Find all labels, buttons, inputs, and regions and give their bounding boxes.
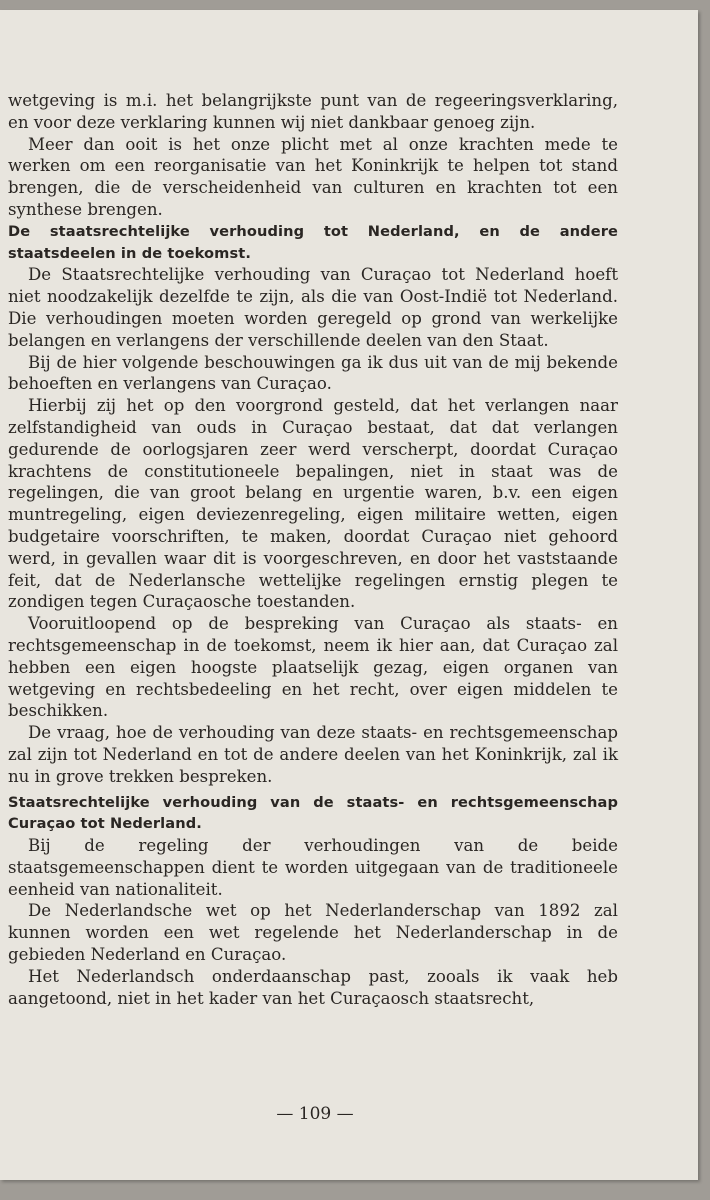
paragraph: Bij de hier volgende beschouwingen ga ik dus uit van de mij bekende behoeften en verlangens van Curaçao.: [8, 352, 618, 394]
section-heading: Staatsrechtelijke verhouding van de staats- en rechtsgemeenschap Curaçao tot Nederland.: [8, 793, 618, 833]
page-number: — 109 —: [276, 1104, 354, 1124]
paragraph: Bij de regeling der verhoudingen van de beide staatsgemeenschappen dient te worden uitgegaan van de traditioneele eenheid van nationaliteit.: [8, 836, 618, 899]
paragraph: De vraag, hoe de verhouding van deze staats- en rechtsgemeenschap zal zijn tot Nederland en tot de andere deelen van het Koninkrijk, zal ik nu in grove trekken bespreken.: [8, 723, 618, 786]
section-heading: De staatsrechtelijke verhouding tot Nederland, en de andere staatsdeelen in de toekomst.: [8, 222, 618, 262]
paragraph: Het Nederlandsch onderdaanschap past, zooals ik vaak heb aangetoond, niet in het kader van het Curaçaosch staatsrecht,: [8, 966, 618, 1008]
paragraph: Hierbij zij het op den voorgrond gesteld, dat het verlangen naar zelfstandigheid van ouds in Curaçao bestaat, dat dat verlangen gedurende de oorlogsjaren zeer werd verscherpt, doordat Curaçao krachtens de constitutioneele bepalingen, niet in staat was de regelingen, die van groot belang en urgentie waren, b.v. een eigen muntregeling, eigen deviezenregeling, eigen militaire wetten, eigen budgetaire voorschriften, te maken, doordat Curaçao niet gehoord werd, in gevallen waar dit is voorgeschreven, en door het vaststaande feit, dat de Nederlansche wettelijke regelingen ernstig plegen te zondigen tegen Curaçaosche toestanden.: [8, 396, 618, 612]
page-sheet: [0, 10, 698, 1180]
paragraph: wetgeving is m.i. het belangrijkste punt van de regeeringsverklaring, en voor deze verklaring kunnen wij niet dankbaar genoeg zijn.: [8, 91, 618, 132]
paragraph: Vooruitloopend op de bespreking van Curaçao als staats- en rechtsgemeenschap in de toekomst, neem ik hier aan, dat Curaçao zal hebben een eigen hoogste plaatselijk gezag, eigen organen van wetgeving en rechtsbedeeling en het recht, over eigen middelen te beschikken.: [8, 614, 618, 721]
paragraph: De Nederlandsche wet op het Nederlanderschap van 1892 zal kunnen worden een wet regelende het Nederlanderschap in de gebieden Nederland en Curaçao.: [8, 901, 618, 965]
paragraph: De Staatsrechtelijke verhouding van Curaçao tot Nederland hoeft niet noodzakelijk dezelfde te zijn, als die van Oost-Indië tot Nederland. Die verhoudingen moeten worden geregeld op grond van werkelijke belangen en verlangens der verschillende deelen van den Staat.: [8, 265, 618, 350]
page-body: [8, 90, 618, 1009]
paragraph: Meer dan ooit is het onze plicht met al onze krachten mede te werken om een reorganisatie van het Koninkrijk te helpen tot stand brengen, die de verscheidenheid van culturen en krachten tot een synthese brengen.: [8, 134, 618, 219]
